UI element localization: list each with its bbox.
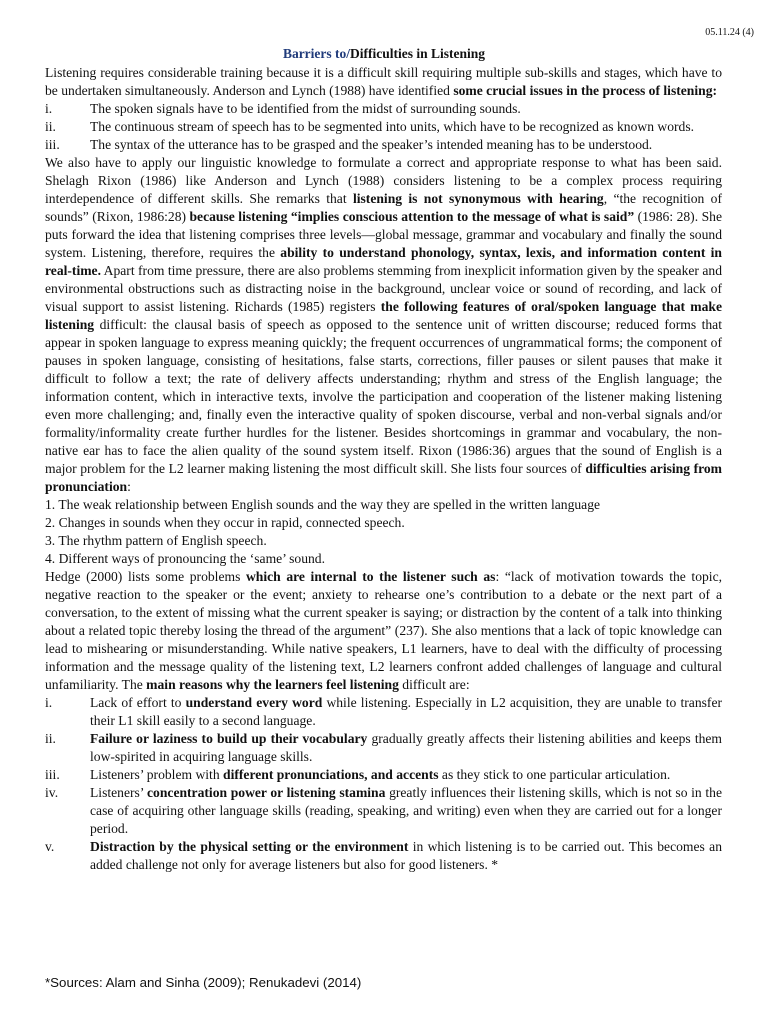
list-item — [45, 118, 722, 136]
list-marker: ii. — [45, 731, 56, 746]
numbered-item: 3. The rhythm pattern of English speech. — [45, 533, 267, 548]
numbered-item: 2. Changes in sounds when they occur in rapid, connected speech. — [45, 515, 405, 530]
list-marker: v. — [45, 839, 55, 854]
list-text: Failure or laziness to build up their vocabulary gradually greatly affects their listening abilities and keeps them low-spirited in acquiring language skills. — [90, 731, 723, 764]
list-text: The continuous stream of speech has to be segmented into units, which have to be recognized as known words. — [90, 119, 695, 134]
body-text: difficult: the clausal basis of speech as opposed to the sentence unit of written discourse; reduced forms that appear in spoken language to express meaning quickly; the frequent occurrences of ungrammatical forms; the component of pauses in spoken language, consisting of hesitations, false starts, corrections, filler pauses or silent pauses that make it difficult to follow a text; the rate of delivery affects understanding; rhythm and stress of the English language; the information content, which in interactive texts, involve the participation and cooperation of the listener making listening even more challenging; and, finally even the interactive quality of spoken discourse, verbal and non-verbal signals and/or formality/informality create further hurdles for the listener. Besides shortcomings in grammar and vocabulary, the non-native ear has to face the alien quality of the sound system itself. Rixon (1986:36) argues that the sound of English is a major problem for the L2 learner making listening the most difficult skill. She lists four sources of — [45, 317, 722, 476]
intro-bold: some crucial issues in the process of listening: — [453, 83, 718, 98]
list-item — [45, 784, 722, 838]
body-text: (1986: 28). She puts forward the idea that listening comprises three levels—global message, grammar and vocabulary and finally the sound system. Listening, therefore, requires the — [45, 209, 722, 260]
body-text: Apart from time pressure, there are also problems stemming from inexplicit information given by the speaker and environmental obstructions such as distracting noise in the background, unclear voice or sound of recording, and lack of visual support to assist listening. Richards (1985) registers — [45, 263, 722, 314]
body-bold: because listening “implies conscious attention to the message of what is said” — [189, 209, 635, 224]
body-text: Hedge (2000) lists some problems — [45, 569, 246, 584]
list-item — [45, 838, 722, 874]
body-text: difficult are: — [398, 677, 470, 692]
list-item — [45, 136, 722, 154]
body-text: : — [127, 479, 131, 494]
list-item — [45, 694, 722, 730]
intro-text: Listening requires considerable training because it is a difficult skill requiring multiple sub-skills and stages, which have to be undertaken simultaneously. Anderson and Lynch (1988) have identified — [45, 65, 722, 98]
list-text: The syntax of the utterance has to be grasped and the speaker’s intended meaning has to be understood. — [90, 137, 653, 152]
list-marker: i. — [45, 101, 53, 116]
body-bold: which are internal to the listener such as — [245, 569, 496, 584]
list-text: Distraction by the physical setting or the environment in which listening is to be carried out. This becomes an added challenge not only for average listeners but also for good listeners. * — [90, 839, 722, 872]
list-marker: ii. — [45, 119, 56, 134]
body-bold: main reasons why the learners feel listening — [146, 677, 399, 692]
intro-paragraph — [45, 64, 722, 100]
date-stamp: 05.11.24 (4) — [705, 27, 754, 38]
body-text: , “the recognition of sounds” (Rixon, 1986:28) — [45, 191, 723, 224]
list-marker: iii. — [45, 767, 60, 782]
body-bold: ability to understand phonology, syntax, lexis, and information content in real-time. — [45, 245, 722, 278]
list-marker: i. — [45, 695, 53, 710]
list-text: Listeners’ concentration power or listening stamina greatly influences their listening skills, which is not so in the case of acquiring other language skills (reading, speaking, and writing) even when they are carried out for a longer period. — [90, 785, 722, 836]
title-rest: Difficulties in Listening — [350, 46, 486, 61]
list-text: The spoken signals have to be identified from the midst of surrounding sounds. — [90, 101, 521, 116]
title-accent: Barriers to/ — [282, 46, 351, 61]
list-item — [45, 100, 722, 118]
list-item — [45, 730, 722, 766]
page-title — [0, 45, 768, 63]
body-text: : “lack of motivation towards the topic, negative reaction to the speaker or the event; anxiety to rehearse one’s contribution to a debate or the next part of a conversation, to the extent of missing what the current speaker is saying; or distraction by the content of a talk into thinking about a related topic thereby losing the thread of the argument” (237). She also mentions that a lack of topic knowledge can lead to mishearing or misunderstanding. While native speakers, L1 learners, have to deal with the difficulty of processing information and the message quality of the listening text, L2 learners confront added challenges of language and cultural unfamiliarity. The — [45, 569, 722, 692]
rixon-paragraph — [45, 154, 722, 496]
body-text: We also have to apply our linguistic knowledge to formulate a correct and appropriate response to what has been said. Shelagh Rixon (1986) like Anderson and Lynch (1988) considers listening to be a complex process requiring interdependence of different skills. She remarks that — [45, 155, 722, 206]
list-marker: iv. — [45, 785, 59, 800]
list-text: Listeners’ problem with different pronunciations, and accents as they stick to one particular articulation. — [90, 767, 671, 782]
list-text: Lack of effort to understand every word while listening. Especially in L2 acquisition, they are unable to transfer their L1 skill easily to a second language. — [90, 695, 723, 728]
numbered-item: 4. Different ways of pronouncing the ‘same’ sound. — [45, 551, 325, 566]
list-item — [45, 766, 722, 784]
sources-footnote: *Sources: Alam and Sinha (2009); Renukadevi (2014) — [45, 975, 362, 990]
list-marker: iii. — [45, 137, 60, 152]
hedge-paragraph — [45, 568, 722, 694]
numbered-item: 1. The weak relationship between English sounds and the way they are spelled in the written language — [45, 497, 601, 512]
body-bold: the following features of oral/spoken language that make listening — [45, 299, 722, 332]
body-bold: listening is not synonymous with hearing — [352, 191, 604, 206]
document-body — [45, 64, 722, 874]
body-bold: difficulties arising from pronunciation — [45, 461, 722, 494]
